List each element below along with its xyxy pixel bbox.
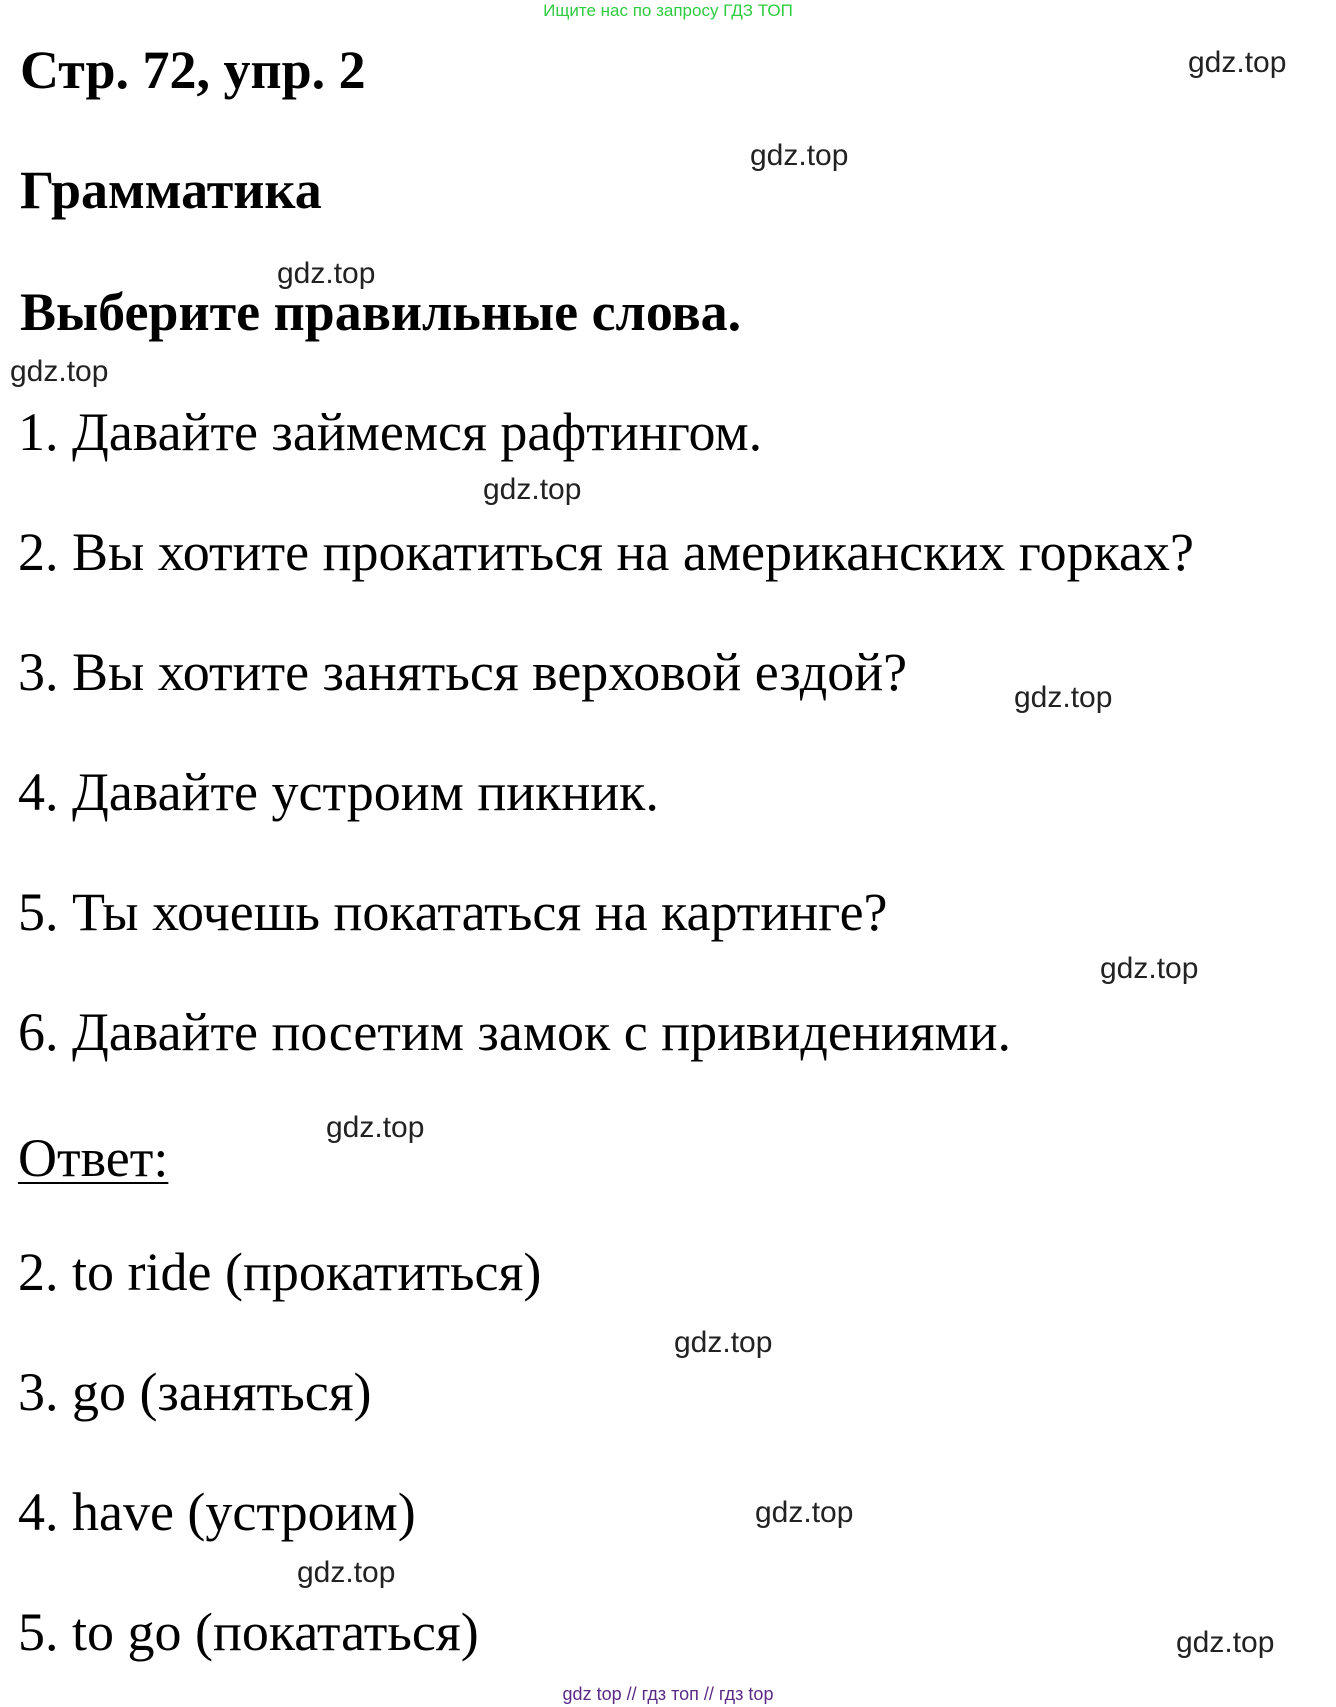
sentence-6: 6. Давайте посетим замок с привидениями. <box>18 1002 1012 1062</box>
sentence-3: 3. Вы хотите заняться верховой ездой? <box>18 642 908 702</box>
answer-item-2: 2. to ride (прокатиться) <box>18 1242 542 1302</box>
section-heading: Грамматика <box>20 160 322 220</box>
watermark: gdz.top <box>1014 681 1113 714</box>
sentence-4: 4. Давайте устроим пикник. <box>18 762 659 822</box>
footer-watermark: gdz top // гдз топ // гдз top <box>562 1684 774 1704</box>
watermark: gdz.top <box>674 1326 773 1359</box>
watermark: gdz.top <box>1188 46 1287 79</box>
sentence-5: 5. Ты хочешь покататься на картинге? <box>18 882 888 942</box>
page-title: Стр. 72, упр. 2 <box>20 40 366 100</box>
task-instruction: Выберите правильные слова. <box>20 282 742 342</box>
watermark: gdz.top <box>10 355 109 388</box>
watermark: gdz.top <box>326 1111 425 1144</box>
sentence-1: 1. Давайте займемся рафтингом. <box>18 402 763 462</box>
answer-item-3: 3. go (заняться) <box>18 1362 372 1422</box>
watermark: gdz.top <box>277 257 376 290</box>
watermark: gdz.top <box>755 1496 854 1529</box>
answer-item-5: 5. to go (покататься) <box>18 1602 479 1662</box>
watermark: gdz.top <box>1100 952 1199 985</box>
watermark: gdz.top <box>1176 1626 1275 1659</box>
watermark: gdz.top <box>297 1556 396 1589</box>
answer-item-4: 4. have (устроим) <box>18 1482 416 1542</box>
search-banner: Ищите нас по запросу ГДЗ ТОП <box>543 1 793 20</box>
watermark: gdz.top <box>483 473 582 506</box>
watermark: gdz.top <box>750 139 849 172</box>
answer-label: Ответ: <box>18 1128 169 1188</box>
sentence-2: 2. Вы хотите прокатиться на американских горках? <box>18 522 1194 582</box>
